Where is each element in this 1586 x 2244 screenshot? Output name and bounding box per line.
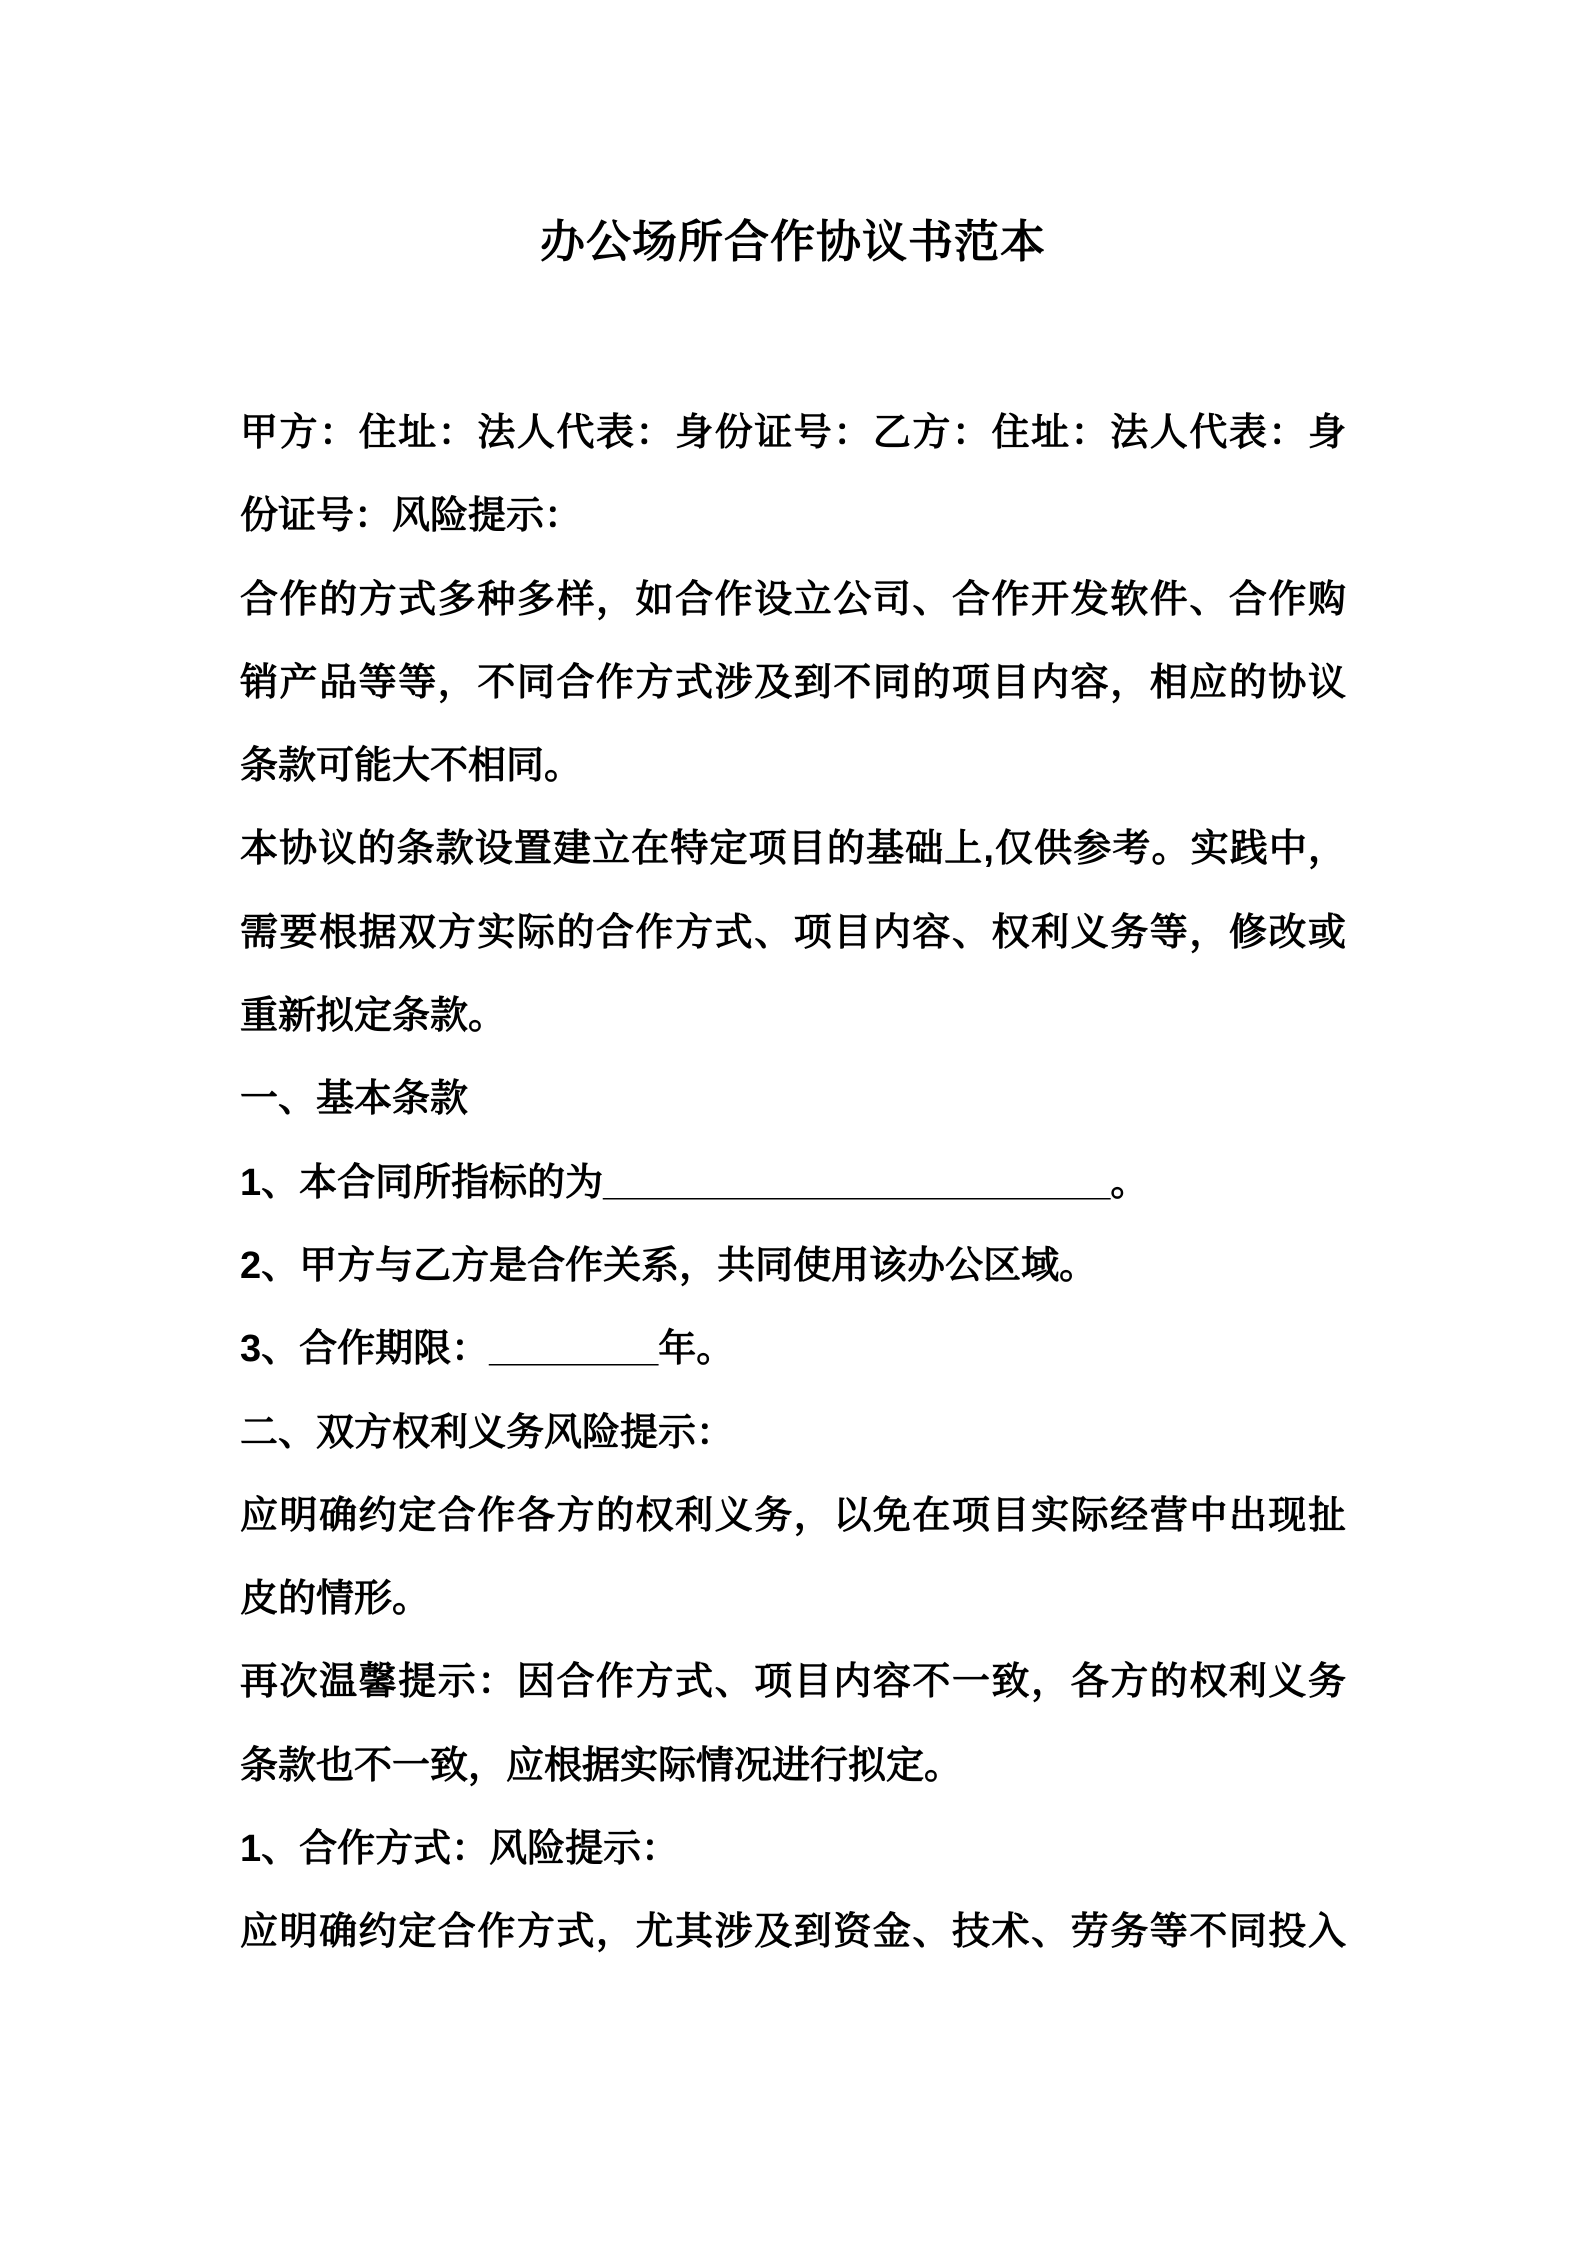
document-line: 3、合作期限：________年。: [240, 1328, 735, 1371]
document-line: 本协议的条款设置建立在特定项目的基础上,仅供参考。实践中，: [240, 828, 1346, 871]
document-line: 应明确约定合作方式，尤其涉及到资金、技术、劳务等不同投入: [240, 1911, 1346, 1954]
document-title: 办公场所合作协议书范本: [539, 216, 1046, 267]
document-line: 1、本合同所指标的为________________________。: [240, 1161, 1149, 1204]
document-line: 份证号：风险提示：: [240, 495, 583, 538]
document-line: 应明确约定合作各方的权利义务，以免在项目实际经营中出现扯: [240, 1494, 1346, 1537]
document-line: 一、基本条款: [240, 1078, 469, 1121]
document-line: 合作的方式多种多样，如合作设立公司、合作开发软件、合作购: [240, 578, 1346, 621]
document-line: 二、双方权利义务风险提示：: [240, 1411, 735, 1454]
document-line: 2、甲方与乙方是合作关系，共同使用该办公区域。: [240, 1244, 1098, 1287]
document-line: 甲方：住址：法人代表：身份证号：乙方：住址：法人代表：身: [240, 412, 1346, 454]
document-line: 条款也不一致，应根据实际情况进行拟定。: [240, 1744, 963, 1787]
document-line: 需要根据双方实际的合作方式、项目内容、权利义务等，修改或: [240, 911, 1346, 954]
document-line: 1、合作方式：风险提示：: [240, 1828, 680, 1871]
document-line: 条款可能大不相同。: [240, 745, 583, 788]
document-line: 销产品等等，不同合作方式涉及到不同的项目内容，相应的协议: [240, 661, 1346, 704]
document-line: 再次温馨提示：因合作方式、项目内容不一致，各方的权利义务: [240, 1661, 1346, 1704]
document-line: 皮的情形。: [240, 1578, 431, 1621]
document-line: 重新拟定条款。: [240, 995, 507, 1038]
document-body: [240, 392, 1346, 1975]
